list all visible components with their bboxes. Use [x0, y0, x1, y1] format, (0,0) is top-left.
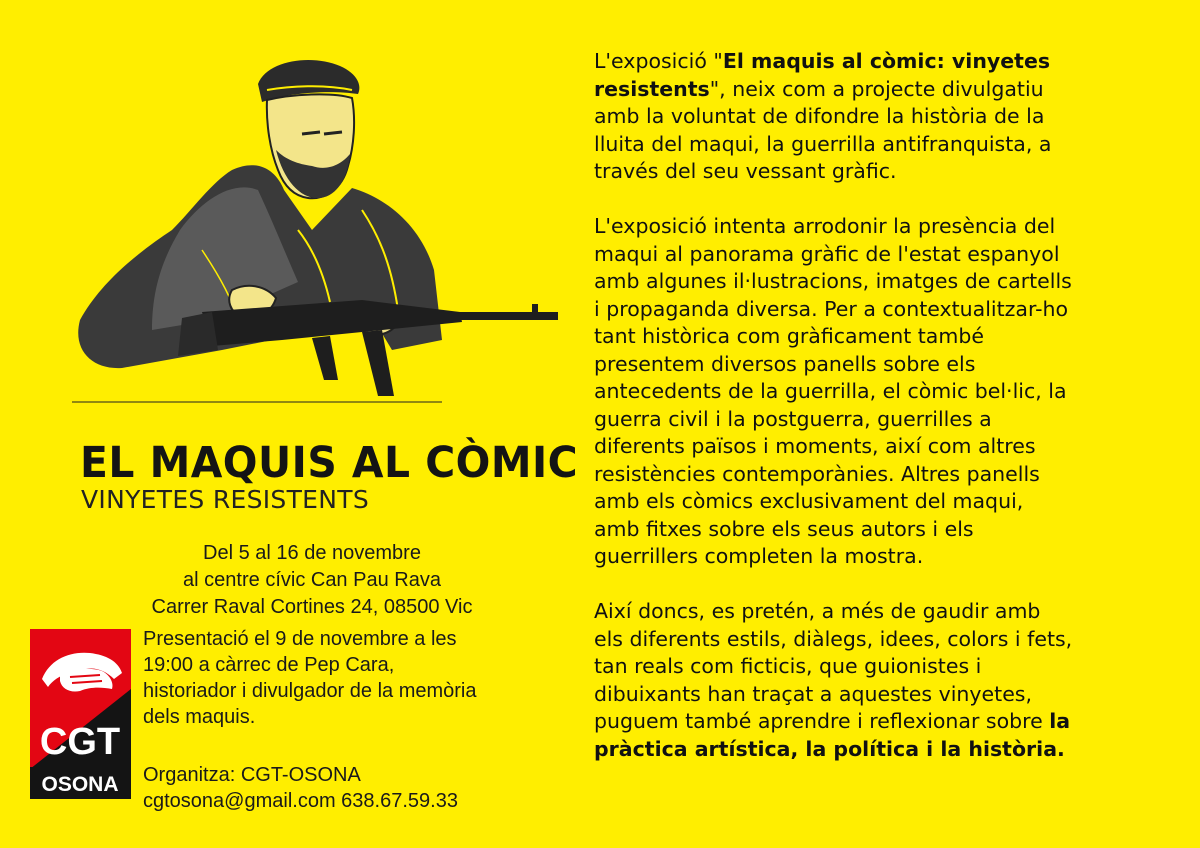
exhibition-name-bold: resistents — [594, 76, 710, 101]
closing-bold: pràctica artística, la política i la història. — [594, 736, 1065, 761]
exhibition-name-bold: El maquis al còmic: vinyetes — [722, 49, 1051, 73]
cgt-osona-logo — [30, 629, 131, 799]
logo-name: CGT — [39, 721, 121, 763]
presentation-line: Presentació el 9 de novembre a les — [143, 628, 457, 650]
exhibition-description — [594, 48, 1184, 791]
presentation-line: historiador i divulgador de la memòria — [143, 680, 477, 702]
presentation-line: dels maquis. — [143, 706, 256, 728]
event-details — [92, 540, 532, 621]
closing-bold: la — [1049, 709, 1071, 733]
description-paragraph-2: L'exposició intenta arrodonir la presència del maqui al panorama gràfic de l'estat espanyol amb algunes il·lustracions, imatges de cartells i propaganda diversa. Per a contextualitzar-ho tant històrica com gràficament també presentem diversos panells sobre els antecedents de la guerrilla, el còmic bel·lic, la guerra civil i la postguerra, guerrilles a diferents països i moments, així com altres resistències contemporànies. Altres panells amb els còmics exclusivament del maqui, amb fitxes sobre els seus autors i els guerrillers completen la mostra. — [594, 214, 1072, 568]
exhibition-title: EL MAQUIS AL CÒMIC — [80, 438, 579, 488]
description-paragraph-3: Així doncs, es pretén, a més de gaudir amb els diferents estils, diàlegs, idees, colors i fets, tan reals com ficticis, que guionistes i dibuixants han traçat a aquestes vinyetes, puguem també aprendre i reflexionar sobre la pràctica artística, la política i la història. — [594, 599, 1073, 761]
logo-region: OSONA — [41, 773, 119, 796]
event-address: Carrer Raval Cortines 24, 08500 Vic — [151, 596, 473, 618]
presentation-details — [143, 626, 563, 730]
presentation-line: 19:00 a càrrec de Pep Cara, — [143, 654, 395, 676]
description-paragraph-1: L'exposició "El maquis al còmic: vinyetes resistents", neix com a projecte divulgatiu amb la voluntat de difondre la història de la lluita del maqui, la guerrilla antifranquista, a través del seu vessant gràfic. — [594, 49, 1052, 183]
guerrilla-fighter-illustration — [62, 50, 562, 410]
event-dates: Del 5 al 16 de novembre — [203, 542, 421, 564]
organizer-name: Organitza: CGT-OSONA — [143, 764, 361, 786]
organizer-contact[interactable]: cgtosona@gmail.com 638.67.59.33 — [143, 790, 458, 812]
exhibition-subtitle: VINYETES RESISTENTS — [81, 485, 370, 514]
event-venue: al centre cívic Can Pau Rava — [183, 569, 441, 591]
organizer-details — [143, 762, 563, 814]
